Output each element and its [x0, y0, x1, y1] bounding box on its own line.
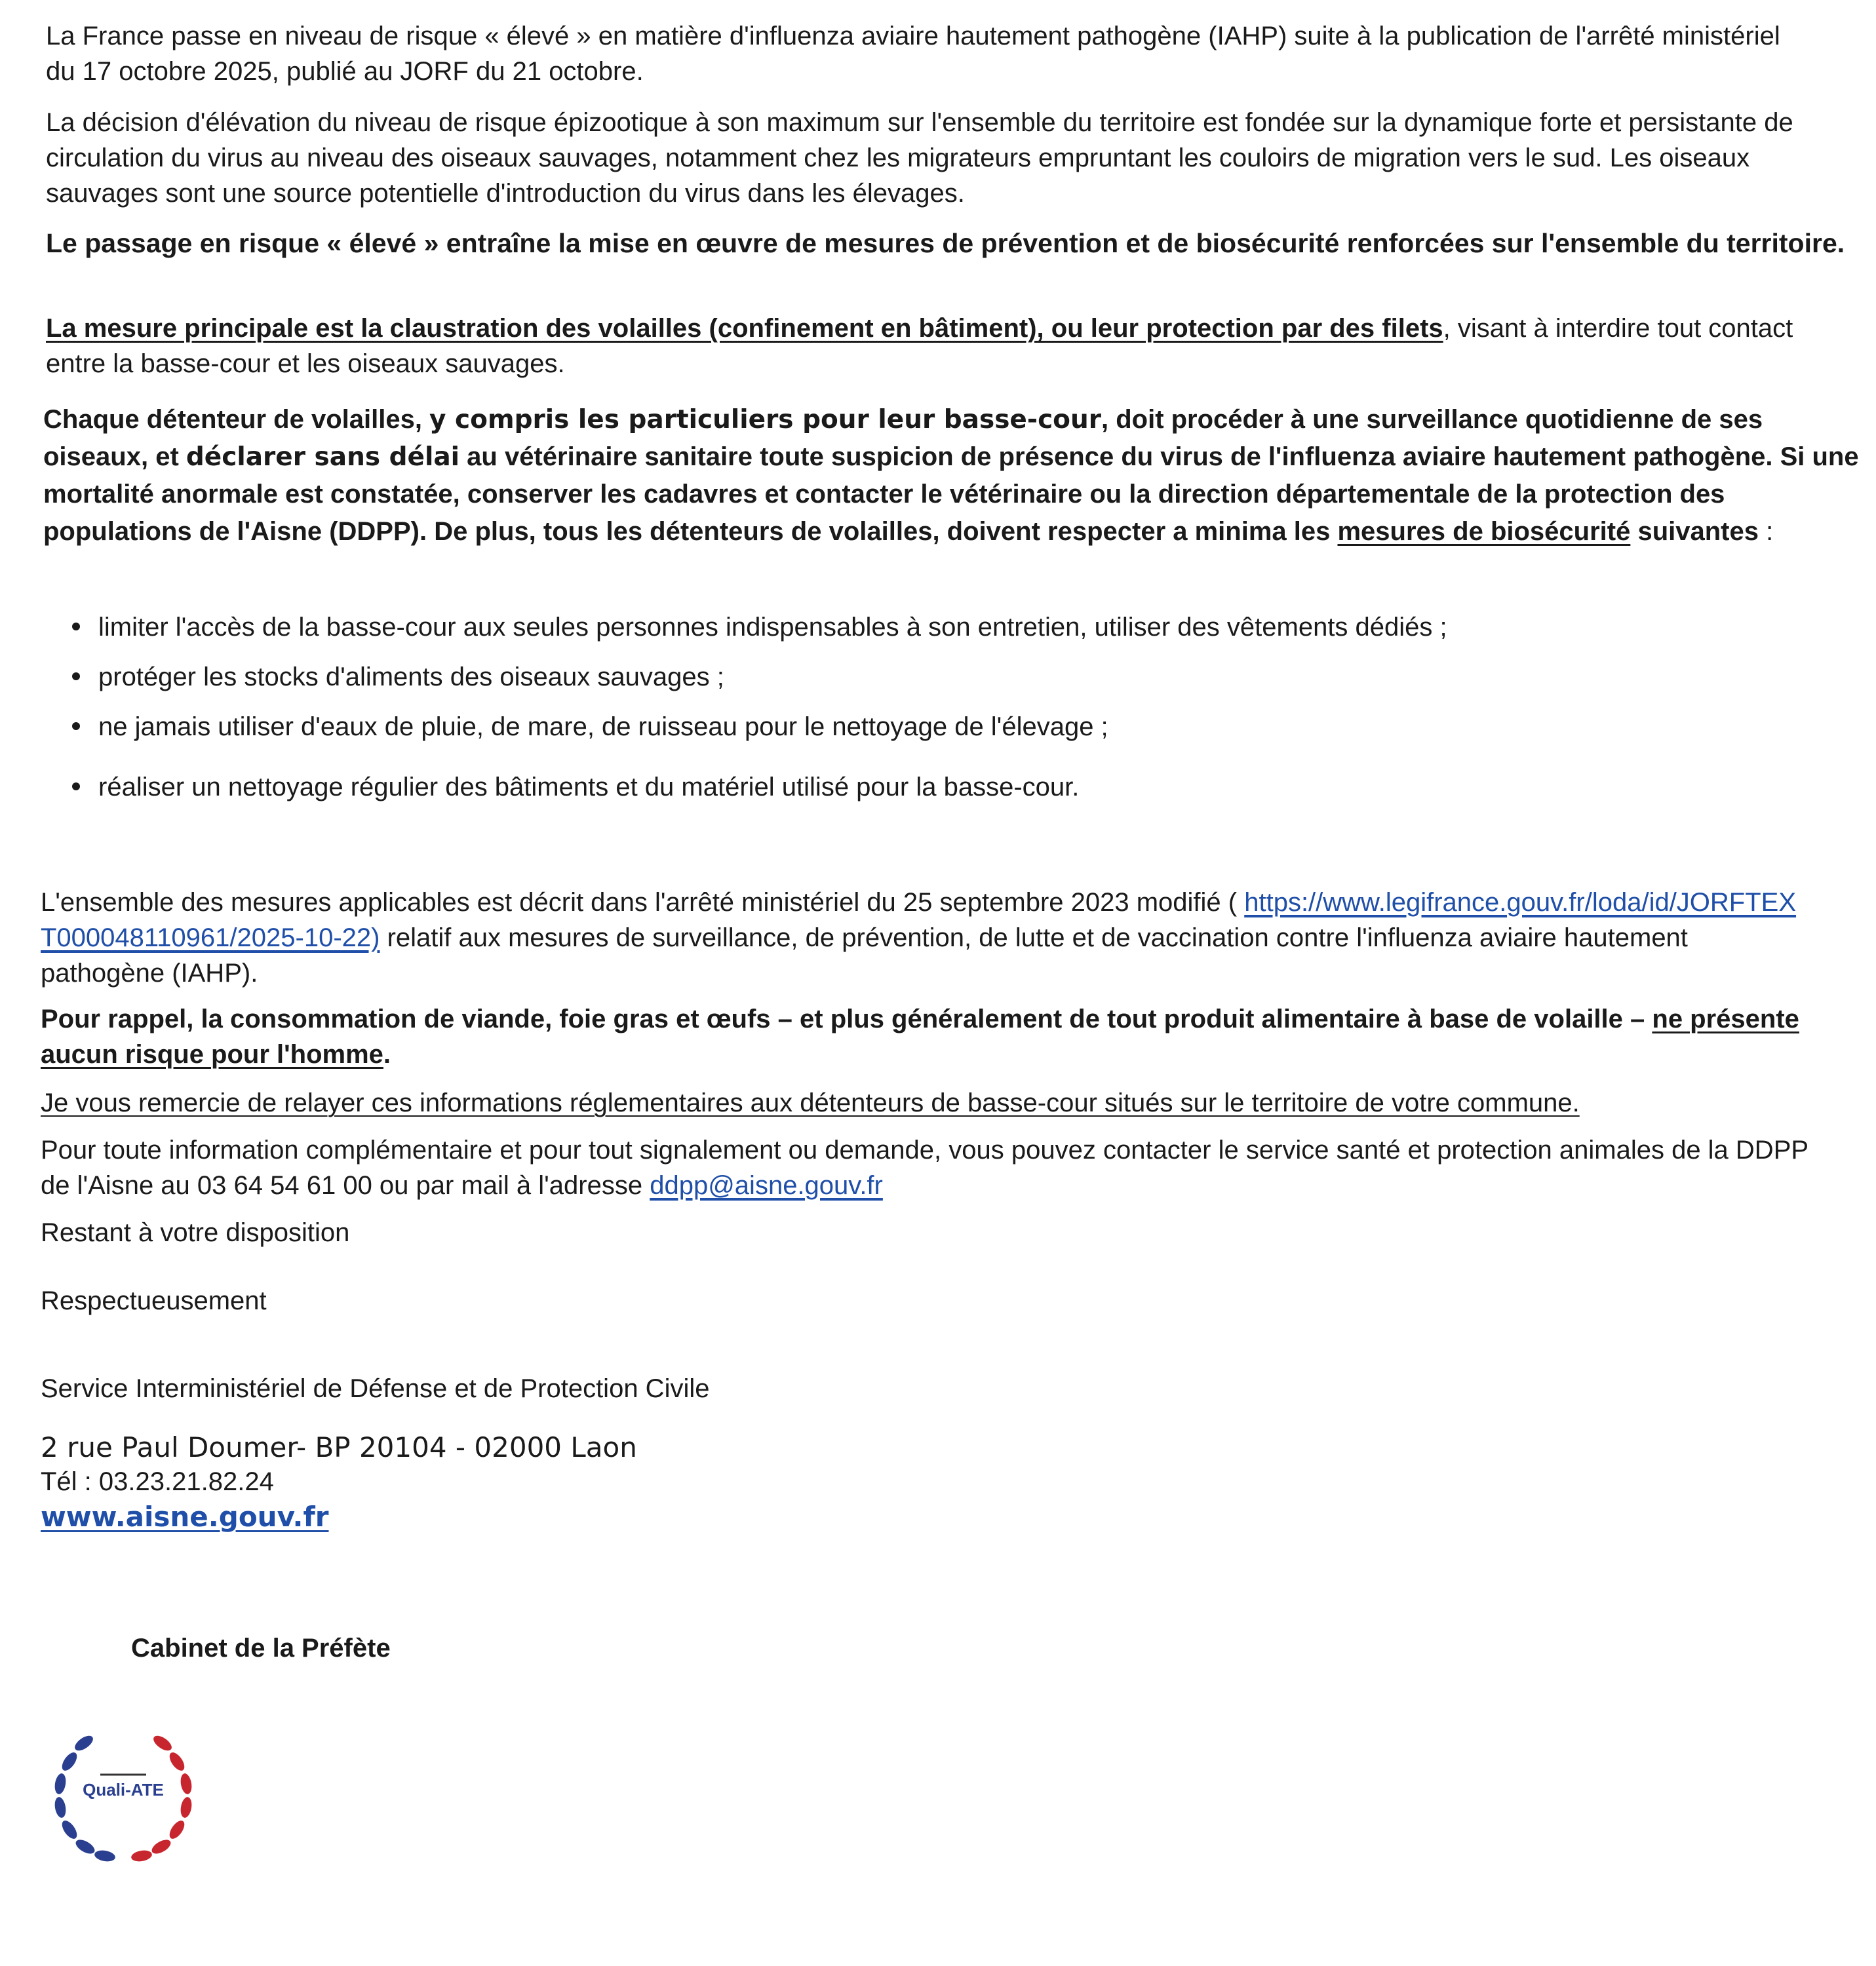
legifrance-link[interactable]: https://www.legifrance.gouv.fr/loda/id/JORFTEXT000048110961/2025-10-22)	[41, 888, 1797, 952]
text: .	[383, 1040, 391, 1069]
list-item	[98, 769, 1770, 805]
telephone	[41, 1464, 274, 1499]
list-item-text: ne jamais utiliser d'eaux de pluie, de mare, de ruisseau pour le nettoyage de l'élevage ;	[98, 712, 1108, 741]
service-name	[41, 1371, 709, 1406]
text: Chaque détenteur de volailles,	[43, 405, 430, 434]
text: :	[1759, 517, 1774, 546]
text: au vétérinaire sanitaire toute suspicion de présence du virus de l'influenza aviaire hautement pathogène. Si une mortalité anormale est constatée, conserver les cadavres et contacter le vétérinaire ou la direction départementale de la protection des populations de l'Aisne (DDPP). De plus, tous les détenteurs de volailles, doivent respecter a minima les	[43, 442, 1859, 546]
quali-ate-logo	[38, 1704, 208, 1874]
paragraph-risk-consequence	[46, 225, 1868, 261]
email-link[interactable]: ddpp@aisne.gouv.fr	[650, 1171, 883, 1200]
paragraph-relay-request	[41, 1085, 1824, 1121]
address	[41, 1430, 637, 1465]
text: Pour rappel, la consommation de viande, foie gras et œufs – et plus généralement de tout produit alimentaire à base de volaille –	[41, 1005, 1652, 1033]
text: La décision d'élévation du niveau de risque épizootique à son maximum sur l'ensemble du territoire est fondée sur la dynamique forte et persistante de circulation du virus au niveau des oiseaux sauvages, notamment chez les migrateurs empruntant les couloirs de migration vers le sud. Les oiseaux sauvages sont une source potentielle d'introduction du virus dans les élevages.	[46, 108, 1793, 208]
text: Cabinet de la Préfète	[131, 1634, 391, 1663]
biosecurity-list	[98, 609, 1770, 819]
text: , doit procéder à une surveillance quotidienne de ses oiseaux, et	[43, 405, 1763, 471]
list-item-text: protéger les stocks d'aliments des oiseaux sauvages ;	[98, 663, 724, 691]
text: suivantes	[1630, 517, 1759, 546]
paragraph-decision	[46, 105, 1868, 211]
list-item	[98, 659, 1770, 695]
list-item	[98, 709, 1770, 744]
paragraph-contact	[41, 1132, 1810, 1203]
bullet-icon	[72, 722, 80, 730]
text: Service Interministériel de Défense et de Protection Civile	[41, 1374, 710, 1403]
paragraph-food-safety	[41, 1001, 1837, 1072]
text: Je vous remercie de relayer ces informations réglementaires aux détenteurs de basse-cour situés sur le territoire de votre commune.	[41, 1089, 1580, 1117]
bullet-icon	[72, 623, 80, 630]
closing-respect	[41, 1283, 267, 1319]
closing-disposition	[41, 1215, 349, 1250]
paragraph-regulation	[41, 885, 1797, 991]
bullet-icon	[72, 672, 80, 680]
no-risk-underlined: ne présente aucun risque pour l'homme	[41, 1005, 1799, 1069]
list-item-text: réaliser un nettoyage régulier des bâtiments et du matériel utilisé pour la basse-cour.	[98, 773, 1080, 801]
text: Tél : 03.23.21.82.24	[41, 1467, 274, 1496]
text: La France passe en niveau de risque « élevé » en matière d'influenza aviaire hautement pathogène (IAHP) suite à la publication de l'arrêté ministériel du 17 octobre 2025, publié au JORF du 21 octobre.	[46, 22, 1780, 86]
text: L'ensemble des mesures applicables est décrit dans l'arrêté ministériel du 25 septembre 2023 modifié (	[41, 888, 1245, 917]
paragraph-keeper-duties	[43, 401, 1872, 550]
logo-text: Quali-ATE	[83, 1780, 164, 1800]
cabinet-title	[131, 1630, 391, 1666]
website	[41, 1499, 328, 1535]
text: Le passage en risque « élevé » entraîne la mise en œuvre de mesures de prévention et de biosécurité renforcées sur l'ensemble du territoire.	[46, 228, 1845, 258]
bullet-icon	[72, 782, 80, 790]
main-measure-underlined: La mesure principale est la claustration des volailles (confinement en bâtiment), ou leur protection par des filets	[46, 314, 1443, 343]
paragraph-risk-level	[46, 18, 1816, 89]
website-link[interactable]: www.aisne.gouv.fr	[41, 1501, 329, 1533]
text: Pour toute information complémentaire et pour tout signalement ou demande, vous pouvez contacter le service santé et protection animales de la DDPP de l'Aisne au 03 64 54 61 00 ou par mail à l'adresse	[41, 1136, 1808, 1200]
text: relatif aux mesures de surveillance, de prévention, de lutte et de vaccination contre l'influenza aviaire hautement pathogène (IAHP).	[41, 923, 1688, 988]
list-item-text: limiter l'accès de la basse-cour aux seules personnes indispensables à son entretien, utiliser des vêtements dédiés ;	[98, 613, 1447, 642]
text: Restant à votre disposition	[41, 1218, 350, 1247]
text: Respectueusement	[41, 1286, 267, 1315]
paragraph-main-measure	[46, 311, 1848, 381]
list-item	[98, 609, 1770, 645]
text-emphasis: déclarer sans délai	[186, 442, 460, 472]
text: , visant à interdire tout contact entre la basse-cour et les oiseaux sauvages.	[46, 314, 1793, 378]
text: 2 rue Paul Doumer- BP 20104 - 02000 Laon	[41, 1431, 637, 1463]
text-emphasis: y compris les particuliers pour leur basse-cour	[429, 405, 1101, 434]
biosecurity-underlined: mesures de biosécurité	[1337, 517, 1631, 546]
